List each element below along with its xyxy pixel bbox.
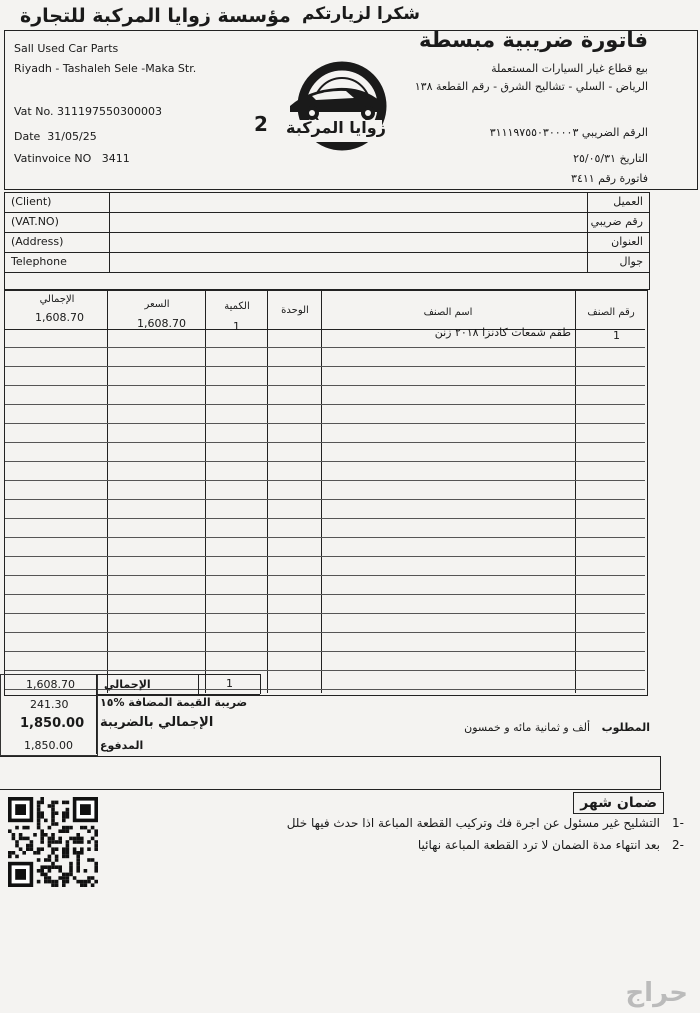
qr-module — [8, 851, 12, 855]
qr-module — [73, 851, 77, 855]
qr-module — [51, 819, 55, 823]
client-info-box — [4, 192, 650, 290]
client-phone-row: Telephone جوال — [5, 253, 649, 273]
qr-module — [55, 858, 59, 862]
qr-module — [40, 840, 44, 844]
qr-module — [22, 851, 26, 855]
company-logo — [268, 60, 400, 156]
qr-module — [80, 880, 84, 884]
qr-module — [51, 837, 55, 841]
qr-module — [51, 808, 55, 812]
qr-module — [51, 865, 55, 869]
qr-module — [12, 837, 16, 841]
qr-module — [58, 869, 62, 873]
vat-label: ضريبة القيمة المضافة %١٥ — [100, 696, 248, 709]
qr-module — [44, 880, 48, 884]
qr-module — [62, 847, 66, 851]
qr-module — [48, 876, 52, 880]
qr-module — [51, 847, 55, 851]
qr-module — [76, 880, 80, 884]
qr-module — [48, 804, 52, 808]
header-item-no: رقم الصنف — [587, 307, 635, 318]
paid-label: المدفوع — [100, 739, 144, 752]
row-line — [5, 556, 645, 557]
items-table — [4, 290, 648, 696]
row-line — [5, 385, 645, 386]
row-line — [5, 423, 645, 424]
grand-total-value: 1,850.00 — [20, 716, 85, 731]
warranty-title: ضمان شهر — [573, 792, 664, 814]
qr-module — [62, 815, 66, 819]
qr-module — [62, 801, 66, 805]
date-en: Date 31/05/25 — [14, 130, 97, 143]
qr-module — [94, 869, 98, 873]
qr-module — [37, 826, 41, 830]
qr-module — [80, 883, 84, 887]
qr-module — [62, 811, 66, 815]
qr-module — [40, 847, 44, 851]
company-name-en: Sall Used Car Parts — [14, 42, 119, 55]
qr-module — [26, 844, 30, 848]
qr-module — [37, 851, 41, 855]
qr-module — [19, 847, 23, 851]
required-label: المطلوب — [601, 721, 650, 734]
qr-module — [94, 833, 98, 837]
qr-module — [26, 847, 30, 851]
qr-module — [76, 851, 80, 855]
qr-module — [66, 855, 70, 859]
row-line — [5, 575, 645, 576]
header-unit: الوحدة — [281, 305, 309, 316]
qr-module — [37, 858, 41, 862]
qr-module — [87, 847, 91, 851]
qr-module — [91, 837, 95, 841]
qr-module — [26, 837, 30, 841]
qr-module — [66, 876, 70, 880]
qr-module — [73, 876, 77, 880]
row-line — [5, 480, 645, 481]
qr-module — [91, 826, 95, 830]
qr-module — [76, 862, 80, 866]
row-line — [5, 461, 645, 462]
qr-module — [55, 840, 59, 844]
qr-module — [37, 869, 41, 873]
row-total: 1,608.70 — [35, 311, 84, 324]
qr-module — [12, 833, 16, 837]
qr-module — [94, 880, 98, 884]
qr-module — [84, 883, 88, 887]
header-price: السعر — [144, 299, 170, 310]
qr-module — [87, 840, 91, 844]
qr-module — [44, 858, 48, 862]
qr-module — [48, 880, 52, 884]
qr-module — [73, 847, 77, 851]
vat-number-en: Vat No. 311197550300003 — [14, 105, 162, 118]
qr-module — [80, 840, 84, 844]
qr-module — [66, 873, 70, 877]
company-name-ar: مؤسسة زوايا المركبة للتجارة — [20, 5, 291, 27]
qr-module — [62, 880, 66, 884]
qr-finder — [15, 869, 26, 880]
row-line — [5, 689, 645, 690]
qr-module — [69, 862, 73, 866]
subtotal-value: 1,608.70 — [26, 678, 75, 691]
row-line — [5, 347, 645, 348]
row-line — [5, 594, 645, 595]
qr-module — [51, 804, 55, 808]
thanks-box — [0, 756, 661, 790]
term-1-number: -1 — [672, 816, 684, 830]
qr-module — [80, 847, 84, 851]
qr-module — [58, 840, 62, 844]
qr-module — [19, 833, 23, 837]
term-1-text: التشليح غير مسئول عن اجرة فك وتركيب القطعة المباعة اذا حدث فيها خلل — [286, 816, 660, 830]
qr-module — [51, 880, 55, 884]
qr-module — [33, 833, 37, 837]
qr-module — [15, 840, 19, 844]
qr-module — [51, 822, 55, 826]
qr-module — [55, 811, 59, 815]
client-address-row: (Address) العنوان — [5, 233, 649, 253]
qr-module — [30, 847, 34, 851]
qr-module — [84, 880, 88, 884]
qr-module — [22, 837, 26, 841]
qr-module — [26, 826, 30, 830]
qr-module — [84, 826, 88, 830]
qr-module — [51, 815, 55, 819]
qr-module — [48, 869, 52, 873]
qr-module — [48, 858, 52, 862]
qr-module — [40, 797, 44, 801]
qr-module — [44, 873, 48, 877]
qr-module — [37, 811, 41, 815]
qr-module — [58, 865, 62, 869]
qr-module — [51, 883, 55, 887]
qr-module — [48, 855, 52, 859]
qr-module — [91, 858, 95, 862]
watermark: حراج — [625, 978, 688, 1008]
header-qty: الكمية — [224, 301, 250, 312]
qr-module — [62, 826, 66, 830]
qr-module — [76, 865, 80, 869]
qty-total: 1 — [226, 677, 233, 690]
logo-number: 2 — [254, 112, 268, 136]
qr-module — [55, 883, 59, 887]
qr-module — [48, 840, 52, 844]
qr-module — [66, 840, 70, 844]
header-total: الإجمالي — [39, 294, 75, 305]
qr-module — [51, 811, 55, 815]
invoice-number-en: Vatinvoice NO 3411 — [14, 152, 130, 165]
qr-module — [66, 880, 70, 884]
qr-module — [66, 815, 70, 819]
qr-module — [87, 829, 91, 833]
qr-module — [40, 801, 44, 805]
qr-module — [48, 865, 52, 869]
qr-module — [94, 829, 98, 833]
qr-module — [33, 851, 37, 855]
vat-number-ar: الرقم الضريبي ٣١١١٩٧٥٥٠٣٠٠٠٠٣ — [489, 126, 648, 139]
qr-module — [66, 811, 70, 815]
qr-module — [44, 833, 48, 837]
qr-code — [6, 795, 104, 887]
qr-module — [62, 829, 66, 833]
qr-module — [22, 826, 26, 830]
qr-module — [51, 862, 55, 866]
qr-module — [58, 829, 62, 833]
qr-module — [69, 865, 73, 869]
row-line — [5, 518, 645, 519]
term-2-text: بعد انتهاء مدة الضمان لا ترد القطعة المباعة نهائيا — [417, 838, 660, 852]
qr-module — [69, 873, 73, 877]
amount-in-words: ألف و ثمانية مائه و خمسون — [464, 721, 590, 734]
qr-module — [40, 837, 44, 841]
qr-module — [40, 865, 44, 869]
qr-module — [66, 851, 70, 855]
row-item-name: طقم شمعات كادنزا ٢٠١٨ زنن — [434, 326, 571, 339]
company-address-en: Riyadh - Tashaleh Sele -Maka Str. — [14, 62, 197, 75]
qr-module — [19, 837, 23, 841]
qr-module — [40, 829, 44, 833]
qr-module — [30, 840, 34, 844]
qr-module — [37, 801, 41, 805]
qr-module — [87, 876, 91, 880]
qr-module — [87, 858, 91, 862]
qr-module — [44, 876, 48, 880]
qr-module — [51, 840, 55, 844]
qr-module — [8, 829, 12, 833]
qr-module — [55, 801, 59, 805]
qr-module — [37, 822, 41, 826]
qr-module — [44, 865, 48, 869]
qr-module — [69, 837, 73, 841]
qr-module — [73, 837, 77, 841]
qr-module — [51, 833, 55, 837]
qr-module — [76, 840, 80, 844]
qr-module — [69, 869, 73, 873]
qr-module — [91, 883, 95, 887]
row-line — [5, 404, 645, 405]
qr-module — [37, 847, 41, 851]
row-price: 1,608.70 — [137, 317, 186, 330]
qr-module — [80, 826, 84, 830]
qr-module — [91, 876, 95, 880]
grand-total-label: الإجمالي بالضريبة — [100, 715, 214, 730]
qr-module — [30, 844, 34, 848]
qr-module — [66, 844, 70, 848]
qr-module — [84, 869, 88, 873]
row-line — [5, 651, 645, 652]
client-row: (Client) العميل — [5, 193, 649, 213]
company-activity-ar: بيع قطاع غيار السيارات المستعملة — [491, 62, 648, 75]
qr-module — [76, 837, 80, 841]
row-line — [5, 632, 645, 633]
qr-module — [76, 833, 80, 837]
qr-module — [62, 855, 66, 859]
qr-finder — [80, 804, 91, 815]
date-ar: التاريخ ٢٥/٠٥/٣١ — [573, 152, 648, 165]
qr-module — [94, 840, 98, 844]
qr-module — [94, 847, 98, 851]
qr-module — [37, 804, 41, 808]
qr-module — [55, 880, 59, 884]
qr-module — [15, 855, 19, 859]
qr-module — [62, 883, 66, 887]
qr-module — [94, 862, 98, 866]
qr-module — [55, 847, 59, 851]
subtotal-label: الإجمالي — [104, 678, 151, 691]
vat-value: 241.30 — [30, 698, 69, 711]
qr-module — [66, 808, 70, 812]
qr-module — [69, 826, 73, 830]
term-2-number: -2 — [672, 838, 684, 852]
qr-module — [76, 858, 80, 862]
qr-module — [80, 837, 84, 841]
qr-module — [55, 865, 59, 869]
qr-module — [55, 855, 59, 859]
qr-module — [58, 837, 62, 841]
qr-module — [51, 801, 55, 805]
row-line — [5, 442, 645, 443]
qr-module — [94, 844, 98, 848]
logo-text: زوايا المركبة — [286, 118, 386, 137]
qr-module — [40, 815, 44, 819]
qr-module — [40, 869, 44, 873]
qr-module — [40, 873, 44, 877]
header-item-name: اسم الصنف — [423, 307, 473, 318]
row-line — [5, 366, 645, 367]
qr-module — [48, 826, 52, 830]
invoice-title: فاتورة ضريبية مبسطة — [418, 28, 648, 52]
qr-module — [66, 801, 70, 805]
qr-module — [48, 837, 52, 841]
qr-module — [8, 855, 12, 859]
client-vat-row: (VAT.NO) رقم ضريبي — [5, 213, 649, 233]
qr-module — [37, 819, 41, 823]
row-line — [5, 499, 645, 500]
row-item-no: 1 — [613, 329, 620, 342]
qr-module — [55, 822, 59, 826]
qr-module — [12, 851, 16, 855]
qr-module — [66, 826, 70, 830]
qr-module — [87, 880, 91, 884]
qr-module — [51, 851, 55, 855]
qr-module — [94, 865, 98, 869]
qr-module — [62, 851, 66, 855]
row-line — [5, 613, 645, 614]
row-qty: 1 — [233, 320, 240, 333]
thanks-text: شكرا لزيارتكم — [301, 4, 420, 24]
qr-module — [73, 840, 77, 844]
qr-module — [40, 811, 44, 815]
qr-module — [66, 829, 70, 833]
qr-module — [40, 833, 44, 837]
qr-module — [15, 844, 19, 848]
qr-module — [44, 819, 48, 823]
qr-module — [37, 808, 41, 812]
paid-value: 1,850.00 — [24, 739, 73, 752]
qr-module — [76, 855, 80, 859]
qr-module — [58, 876, 62, 880]
qr-module — [37, 880, 41, 884]
company-address-ar: الرياض - السلي - تشاليح الشرق - رقم القطعة ١٣٨ — [414, 80, 648, 93]
row-line — [5, 537, 645, 538]
qr-module — [80, 851, 84, 855]
row-line — [5, 670, 645, 671]
qr-module — [37, 815, 41, 819]
qr-module — [62, 876, 66, 880]
qr-module — [62, 819, 66, 823]
qr-module — [76, 869, 80, 873]
qr-module — [62, 873, 66, 877]
qr-module — [15, 826, 19, 830]
qr-module — [66, 847, 70, 851]
invoice-number-ar: فاتورة رقم ٣٤١١ — [571, 172, 648, 185]
qr-finder — [15, 804, 26, 815]
qr-module — [48, 844, 52, 848]
